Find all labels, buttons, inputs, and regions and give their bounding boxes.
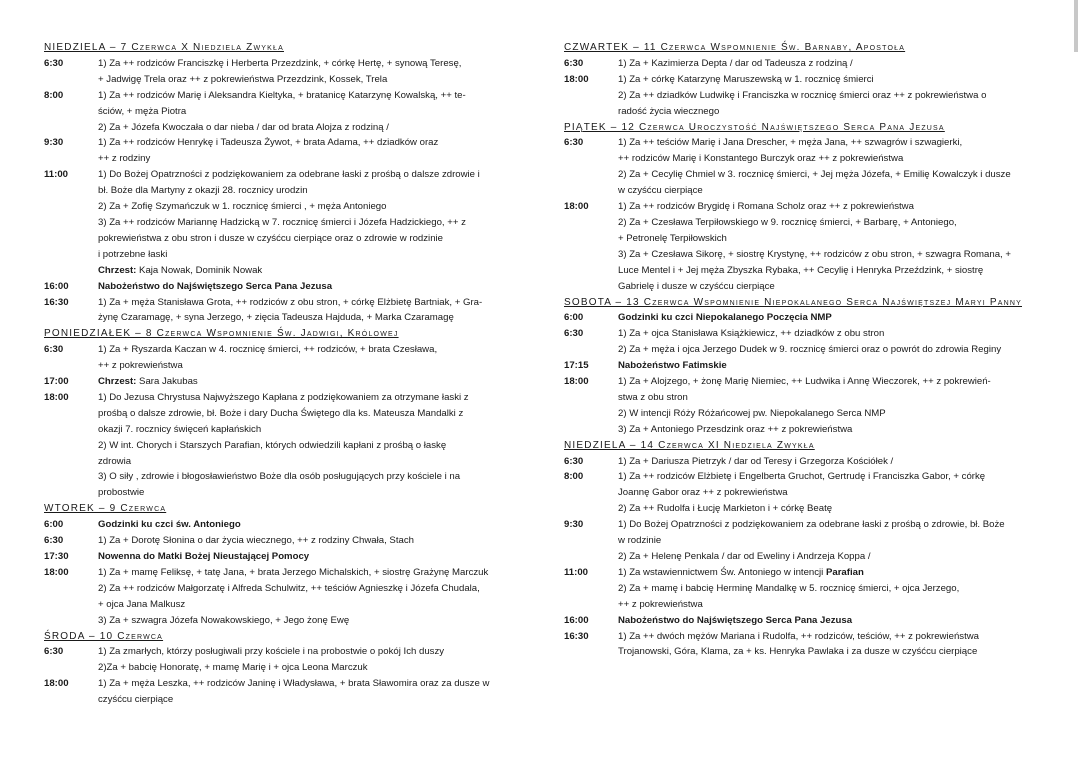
intention-line — [618, 342, 1044, 358]
mass-intentions — [98, 279, 524, 295]
intention-line — [98, 199, 524, 215]
day-header: CZWARTEK – 11 Czerwca Wspomnienie Św. Barnaby, Apostoła — [564, 42, 906, 53]
intention-text: 2) Za + Zofię Szymańczuk w 1. rocznicę śmierci , + męża Antoniego — [98, 201, 387, 213]
mass-entry — [44, 517, 524, 533]
baptism-label: Chrzest: — [98, 376, 137, 388]
mass-time: 18:00 — [44, 391, 69, 403]
intention-text: żynę Czaramagę, + syna Jerzego, + zięcia Tadeusza Hajduda, + Marka Czaramagę — [98, 312, 454, 324]
intention-text: 2)Za + babcię Honoratę, + mamę Marię i + ojca Leona Marczuk — [98, 662, 368, 674]
intention-line — [98, 167, 524, 183]
intention-line — [98, 295, 524, 311]
intention-text: Trojanowski, Góra, Klama, za + ks. Henryka Pawlaka i za dusze w czyśćcu cierpiące — [618, 646, 978, 658]
mass-entry — [564, 358, 1044, 374]
intention-line — [618, 501, 1044, 517]
intention-line — [618, 88, 1044, 104]
intention-text: 3) Za ++ rodziców Mariannę Hadzicką w 7. rocznicę śmierci i Józefa Hadzickiego, ++ z — [98, 216, 466, 228]
intention-text: 1) Za ++ teściów Marię i Jana Drescher, + męża Jana, ++ szwagrów i szwagierki, — [618, 137, 963, 149]
mass-entry — [564, 199, 1044, 294]
intention-text: + Petronelę Terpiłowskich — [618, 232, 727, 244]
intention-line — [618, 374, 1044, 390]
intention-line — [98, 406, 524, 422]
mass-intentions — [98, 56, 524, 88]
mass-intentions — [618, 613, 1044, 629]
intention-text: 1) Za ++ rodziców Henrykę i Tadeusza Żywot, + brata Adama, ++ dziadków oraz — [98, 137, 439, 149]
intention-line — [618, 183, 1044, 199]
mass-intentions — [618, 374, 1044, 438]
baptism-label: Chrzest: — [98, 264, 137, 276]
scrollbar-thumb[interactable] — [1074, 0, 1078, 52]
mass-time: 16:00 — [564, 614, 589, 626]
intention-text: 2) Za + Helenę Penkala / dar od Eweliny i Andrzeja Koppa / — [618, 551, 871, 562]
mass-entry — [44, 135, 524, 167]
intention-text: Joannę Gabor oraz ++ z pokrewieństwa — [618, 487, 788, 499]
mass-time: 6:00 — [44, 519, 64, 531]
intention-line — [98, 231, 524, 247]
intention-line — [98, 72, 524, 88]
intention-text: 1) Za + ojca Stanisława Książkiewicz, ++ dziadków z obu stron — [618, 328, 885, 340]
intention-line — [618, 406, 1044, 422]
mass-intentions — [618, 358, 1044, 374]
intention-line — [618, 151, 1044, 167]
intention-line — [618, 215, 1044, 231]
intention-line — [98, 660, 524, 676]
intention-text: 1) Za ++ rodziców Brygidę i Romana Scholz oraz ++ z pokrewieństwa — [618, 201, 914, 213]
intention-text: 2) Za ++ dziadków Ludwikę i Franciszka w rocznicę śmierci oraz ++ z pokrewieństwa o — [618, 89, 987, 101]
mass-intentions — [98, 676, 524, 708]
intention-text: stwa z obu stron — [618, 391, 688, 403]
intention-line — [98, 263, 524, 279]
intention-text: 2) Za ++ Rudolfa i Łucję Markieton i + córkę Beatę — [618, 503, 833, 515]
intention-text: w czyśćcu cierpiące — [618, 185, 703, 197]
intention-text: ++ rodziców Marię i Konstantego Burczyk oraz ++ z pokrewieństwa — [618, 153, 904, 165]
intention-text: Kaja Nowak, Dominik Nowak — [136, 264, 263, 276]
intention-text: 1) Za + mamę Feliksę, + tatę Jana, + brata Jerzego Michalskich, + siostrę Grażynę Marczuk — [98, 566, 489, 578]
intention-line — [618, 247, 1044, 263]
intention-text: czyśćcu cierpiące — [98, 694, 174, 706]
intention-text: 1) Za + męża Leszka, ++ rodziców Janinę i Władysława, + brata Sławomira oraz za dusze w — [98, 678, 490, 690]
mass-intentions — [98, 374, 524, 390]
intention-text: 2) Za ++ rodziców Małgorzatę i Alfreda Schulwitz, ++ teściów Agnieszkę i Józefa Chudala, — [98, 582, 480, 594]
mass-entry — [44, 342, 524, 374]
mass-time: 17:00 — [44, 376, 69, 388]
mass-time: 16:00 — [44, 280, 69, 292]
mass-entry — [564, 613, 1044, 629]
mass-intentions — [98, 167, 524, 278]
intention-text: 1) Za ++ rodziców Elżbietę i Engelberta Gruchot, Gertrudę i Franciszka Gabor, + córkę — [618, 471, 986, 483]
intention-text: + Jadwigę Trela oraz ++ z pokrewieństwa Przezdzink, Kossek, Trela — [98, 73, 388, 85]
mass-time: 17:30 — [44, 551, 69, 562]
intention-text: i potrzebne łaski — [98, 248, 168, 260]
intention-text: w rodzinie — [618, 535, 662, 547]
mass-time: 6:30 — [44, 646, 64, 658]
mass-time: 18:00 — [44, 566, 69, 578]
intention-line — [618, 644, 1044, 660]
intention-line — [618, 135, 1044, 151]
mass-time: 18:00 — [564, 73, 589, 85]
intention-line — [618, 549, 1044, 565]
intention-line — [98, 549, 524, 565]
intention-emphasis: Parafian — [825, 566, 864, 578]
mass-entry — [564, 374, 1044, 438]
intention-line — [98, 374, 524, 390]
mass-time: 17:15 — [564, 360, 589, 372]
intention-text: bł. Boże dla Martyny z okazji 28. rocznicy urodzin — [98, 185, 308, 197]
intention-text: 1) Za ++ dwóch mężów Mariana i Rudolfa, ++ rodziców, teściów, ++ z pokrewieństwa — [618, 630, 980, 642]
mass-intentions — [98, 517, 524, 533]
intention-line — [618, 72, 1044, 88]
intention-text: 1) Za + Alojzego, + żonę Marię Niemiec, ++ Ludwika i Annę Wieczorek, ++ z pokrewień- — [618, 376, 991, 388]
mass-entry — [564, 310, 1044, 326]
mass-entry — [44, 56, 524, 88]
intention-line — [98, 644, 524, 660]
intention-line — [98, 517, 524, 533]
intention-line — [98, 692, 524, 708]
intention-text: radość życia wiecznego — [618, 105, 720, 117]
intention-line — [98, 151, 524, 167]
intention-line — [618, 310, 1044, 326]
mass-entry — [44, 390, 524, 501]
intention-text: Sara Jakubas — [136, 376, 198, 388]
mass-time: 8:00 — [44, 89, 64, 101]
mass-entry — [44, 676, 524, 708]
mass-time: 18:00 — [44, 678, 69, 690]
mass-time: 6:30 — [564, 455, 584, 467]
intention-line — [618, 167, 1044, 183]
day-header: NIEDZIELA – 14 Czerwca XI Niedziela Zwykła — [564, 439, 815, 451]
intention-text: 2) Za + Cecylię Chmiel w 3. rocznicę śmierci, + Jej męża Józefa, + Emilię Kowalczyk i dusze — [618, 169, 1011, 181]
intention-text: 1) Za ++ rodziców Marię i Aleksandra Kieltyka, + bratanicę Katarzynę Kowalską, ++ te- — [98, 89, 466, 101]
mass-intentions — [618, 310, 1044, 326]
intention-text: okazji 7. rocznicy święceń kapłańskich — [98, 423, 262, 435]
intention-text: 1) Za + Kazimierza Depta / dar od Tadeusza z rodziną / — [618, 57, 853, 69]
intention-text: Godzinki ku czci św. Antoniego — [98, 519, 241, 531]
mass-entry — [564, 135, 1044, 199]
day-header: ŚRODA – 10 Czerwca — [44, 630, 164, 642]
intention-text: 2) Za + męża i ojca Jerzego Dudek w 9. rocznicę śmierci oraz o powrót do zdrowia Reginy — [618, 344, 1002, 356]
intention-text: ++ z rodziny — [98, 153, 151, 165]
intention-text: 2) W int. Chorych i Starszych Parafian, których odwiedzili kapłani z prośbą o łaskę — [98, 439, 447, 451]
intention-line — [618, 390, 1044, 406]
intention-line — [98, 88, 524, 104]
mass-intentions — [98, 390, 524, 501]
day-header: PONIEDZIAŁEK – 8 Czerwca Wspomnienie Św. Jadwigi, Królowej — [44, 328, 399, 340]
intention-line — [98, 613, 524, 629]
intention-line — [98, 247, 524, 263]
mass-entry — [564, 326, 1044, 358]
mass-entry — [44, 88, 524, 136]
mass-time: 16:30 — [44, 296, 69, 308]
intention-line — [98, 342, 524, 358]
mass-entry — [564, 629, 1044, 661]
intention-text: Gabrielę i dusze w czyśćcu cierpiące — [618, 280, 775, 292]
intention-line — [98, 279, 524, 295]
intention-text: ++ z pokrewieństwa — [98, 360, 183, 372]
mass-intentions — [98, 644, 524, 676]
mass-intentions — [98, 549, 524, 565]
mass-intentions — [98, 295, 524, 327]
intention-text: 2) Za + Józefa Kwoczała o dar nieba / dar od brata Alojza z rodziną / — [98, 121, 389, 133]
mass-entry — [44, 279, 524, 295]
mass-time: 11:00 — [564, 566, 589, 578]
day-header: NIEDZIELA – 7 Czerwca X Niedziela Zwykła — [44, 42, 284, 53]
intention-line — [98, 104, 524, 120]
intention-text: 2) Za + mamę i babcię Herminę Mandalkę w 5. rocznicę śmierci, + ojca Jerzego, — [618, 582, 960, 594]
mass-intentions — [98, 135, 524, 167]
intention-line — [618, 326, 1044, 342]
intention-line — [618, 613, 1044, 629]
intention-line — [98, 597, 524, 613]
intention-line — [98, 135, 524, 151]
intention-text: 2) W intencji Róży Różańcowej pw. Niepokalanego Serca NMP — [618, 407, 886, 419]
mass-intentions — [618, 629, 1044, 661]
mass-entry — [564, 565, 1044, 613]
intention-text: 2) Za + Czesława Terpiłowskiego w 9. rocznicę śmierci, + Barbarę, + Antoniego, — [618, 216, 957, 228]
intention-line — [618, 199, 1044, 215]
intention-line — [618, 422, 1044, 438]
intention-line — [98, 565, 524, 581]
intention-text: 1) Do Jezusa Chrystusa Najwyższego Kapłana z podziękowaniem za otrzymane łaski z — [98, 391, 469, 403]
intention-text: pokrewieństwa z obu stron i dusze w czyśćcu cierpiące oraz o zdrowie w rodzinie — [98, 232, 443, 244]
scrollbar[interactable] — [1072, 0, 1080, 763]
mass-time: 6:00 — [564, 312, 584, 324]
intention-line — [98, 469, 524, 485]
day-header: PIĄTEK – 12 Czerwca Uroczystość Najświętszego Serca Pana Jezusa — [564, 121, 945, 133]
mass-intentions — [98, 88, 524, 136]
intention-text: 3) Za + Antoniego Przesdzink oraz ++ z pokrewieństwa — [618, 423, 853, 435]
mass-entry — [44, 167, 524, 278]
intention-line — [618, 517, 1044, 533]
intention-line — [98, 422, 524, 438]
mass-time: 9:30 — [44, 137, 64, 149]
intention-text: 3) Za + szwagra Józefa Nowakowskiego, + Jego żonę Ewę — [98, 614, 350, 626]
intention-text: 1) Za + córkę Katarzynę Maruszewską w 1. rocznicę śmierci — [618, 73, 874, 85]
intention-line — [618, 629, 1044, 645]
intention-line — [618, 56, 1044, 72]
intention-text: probostwie — [98, 487, 145, 499]
mass-intentions — [618, 72, 1044, 120]
intention-line — [98, 310, 524, 326]
intention-line — [618, 469, 1044, 485]
mass-intentions — [618, 469, 1044, 517]
mass-intentions — [618, 565, 1044, 613]
intention-line — [618, 104, 1044, 120]
intention-line — [98, 438, 524, 454]
mass-entry — [564, 517, 1044, 565]
mass-intentions — [618, 135, 1044, 199]
intention-line — [618, 231, 1044, 247]
intention-line — [618, 565, 1044, 581]
intention-text: 1) Za + męża Stanisława Grota, ++ rodziców z obu stron, + córkę Elżbietę Bartniak, + Gra- — [98, 296, 483, 308]
intention-line — [618, 597, 1044, 613]
mass-entry — [44, 374, 524, 390]
mass-entry — [564, 454, 1044, 470]
mass-time: 9:30 — [564, 519, 584, 531]
intention-text: 1) Do Bożej Opatrzności z podziękowaniem za odebrane łaski z prośbą o zdrowie, bł. Boże — [618, 519, 1005, 531]
intention-line — [98, 215, 524, 231]
intention-line — [98, 56, 524, 72]
intention-line — [98, 485, 524, 501]
intention-text: 1) Za ++ rodziców Franciszkę i Herberta Przezdzink, + córkę Hertę, + synową Teresę, — [98, 57, 462, 69]
mass-time: 6:30 — [564, 57, 584, 69]
intention-line — [98, 358, 524, 374]
intention-text: Nowenna do Matki Bożej Nieustającej Pomocy — [98, 551, 310, 562]
intention-line — [618, 533, 1044, 549]
mass-time: 6:30 — [44, 535, 64, 547]
mass-time: 11:00 — [44, 169, 69, 181]
mass-entry — [564, 72, 1044, 120]
intention-line — [618, 263, 1044, 279]
intention-line — [98, 454, 524, 470]
intention-line — [98, 676, 524, 692]
intention-text: Luce Mentel i + Jej męża Zbyszka Rybaka, ++ Cecylię i Henryka Przeździnk, + siostrę — [618, 264, 984, 276]
intention-text: 1) Za zmarłych, którzy posługiwali przy kościele i na probostwie o pokój Ich duszy — [98, 646, 445, 658]
intention-text: zdrowia — [98, 455, 132, 467]
intention-line — [618, 279, 1044, 295]
mass-intentions — [98, 565, 524, 629]
mass-entry — [44, 565, 524, 629]
mass-intentions — [618, 454, 1044, 470]
intention-text: + ojca Jana Malkusz — [98, 598, 186, 610]
intention-text: 1) Za wstawiennictwem Św. Antoniego w intencji — [618, 566, 826, 578]
intention-line — [98, 390, 524, 406]
mass-time: 18:00 — [564, 201, 589, 213]
mass-entry — [44, 533, 524, 549]
intention-text: Nabożeństwo do Najświętszego Serca Pana Jezusa — [618, 614, 853, 626]
intention-line — [98, 533, 524, 549]
mass-intentions — [618, 56, 1044, 72]
intention-text: Nabożeństwo Fatimskie — [618, 360, 727, 372]
intention-text: Nabożeństwo do Najświętszego Serca Pana Jezusa — [98, 280, 333, 292]
mass-entry — [564, 56, 1044, 72]
mass-time: 6:30 — [44, 57, 64, 69]
mass-intentions — [98, 533, 524, 549]
intention-text: prośbą o dalsze zdrowie, bł. Boże i dary Ducha Świętego dla ks. Mateusza Mandalki z — [98, 407, 464, 419]
intention-text: 1) Za + Dariusza Pietrzyk / dar od Teresy i Grzegorza Kościółek / — [618, 455, 894, 467]
mass-time: 18:00 — [564, 376, 589, 388]
intention-line — [98, 120, 524, 136]
intention-text: 1) Do Bożej Opatrzności z podziękowaniem za odebrane łaski z prośbą o dalsze zdrowie i — [98, 169, 480, 181]
intention-text: 3) O siły , zdrowie i błogosławieństwo Boże dla osób posługujących przy kościele i na — [98, 471, 461, 483]
mass-intentions — [98, 342, 524, 374]
day-header: SOBOTA – 13 Czerwca Wspomnienie Niepokalanego Serca Najświętszej Maryi Panny — [564, 296, 1022, 308]
intention-line — [618, 485, 1044, 501]
mass-intentions — [618, 326, 1044, 358]
mass-entry — [564, 469, 1044, 517]
intention-line — [618, 454, 1044, 470]
right-column — [564, 40, 1044, 660]
intention-text: ++ z pokrewieństwa — [618, 598, 703, 610]
day-header: WTOREK – 9 Czerwca — [44, 503, 167, 515]
mass-entry — [44, 295, 524, 327]
mass-time: 16:30 — [564, 630, 589, 642]
mass-intentions — [618, 199, 1044, 294]
left-column — [44, 40, 524, 708]
intention-text: 3) Za + Czesława Sikorę, + siostrę Krystynę, ++ rodziców z obu stron, + szwagra Romana, + — [618, 248, 1011, 260]
intention-line — [618, 358, 1044, 374]
mass-entry — [44, 549, 524, 565]
intention-line — [98, 581, 524, 597]
intention-text: Godzinki ku czci Niepokalanego Poczęcia NMP — [618, 312, 832, 324]
mass-time: 6:30 — [564, 328, 584, 340]
intention-text: ściów, + męża Piotra — [98, 105, 187, 117]
mass-time: 8:00 — [564, 471, 584, 483]
intention-text: 1) Za + Ryszarda Kaczan w 4. rocznicę śmierci, ++ rodziców, + brata Czesława, — [98, 344, 438, 356]
intention-line — [98, 183, 524, 199]
intention-line — [618, 581, 1044, 597]
mass-time: 6:30 — [44, 344, 64, 356]
mass-entry — [44, 644, 524, 676]
intention-text: 1) Za + Dorotę Słonina o dar życia wiecznego, ++ z rodziny Chwała, Stach — [98, 535, 414, 547]
mass-intentions — [618, 517, 1044, 565]
mass-time: 6:30 — [564, 137, 584, 149]
